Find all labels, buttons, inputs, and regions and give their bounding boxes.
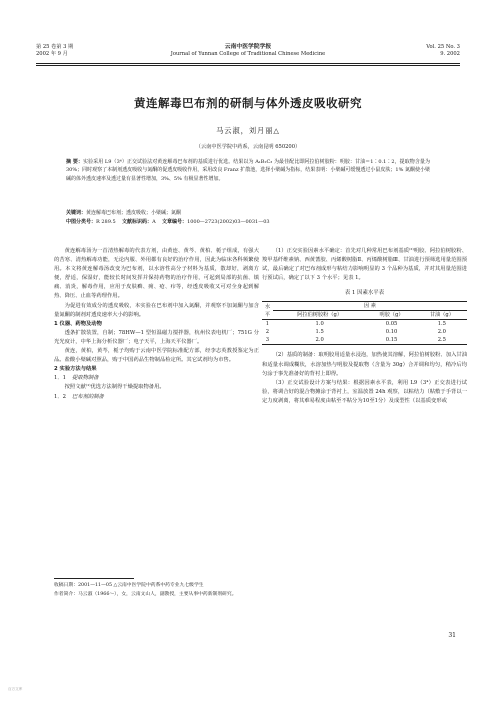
table-header-gum: 阿拉伯树胶粉（g） <box>273 311 367 320</box>
header-vol-no: Vol. 25 No. 3 <box>426 44 460 50</box>
article-authors: 马云淑，刘月丽△ <box>216 126 280 135</box>
drugs-paragraph: 黄连，黄柏，黄芩，栀子均购于云南中医学院标准配方部，经李志英教授鉴定为正品。盐酸小檗碱对照品，购于中国药品生物制品检定所。其它试剂均为市售。 <box>54 348 259 364</box>
table-row <box>262 328 467 336</box>
table-cell: 1 <box>265 321 270 328</box>
right-column <box>262 247 467 406</box>
section-heading-methods: 2 实验方法与结果 <box>54 366 97 373</box>
article-title: 黄连解毒巴布剂的研制与体外透皮吸收研究 <box>134 96 362 110</box>
header-volume-en <box>426 44 460 58</box>
subsection-extract <box>54 374 259 383</box>
abstract-text: 实验采用 L9（3⁴）正交试验法对黄连解毒巴布剂的基质进行优选。结果以为 A₁B₂C₃ 为最佳配比即阿拉伯树胶粉：明胶：甘油＝1∶0.1∶2，提取物含量为 30%；同时观察了本制剂透皮吸收与氮酮的促透皮吸收作用，采用改良 Franz 扩散池，选择小檗碱为指标，结果表明：小檗碱可缓慢透过小鼠皮肤；1% 氮酮使小檗碱的体外透皮速率及透过量有显著性增加，3%、5% 有极显著性增加。 <box>66 159 430 182</box>
header-rule-thin <box>36 65 460 66</box>
table-cell: 0.05 <box>385 321 398 328</box>
running-header <box>36 44 460 64</box>
watermark: 百万文库 <box>8 687 23 691</box>
table-cell: 0.10 <box>385 329 398 336</box>
article-no-value: 1000—2723(2002)03—0031—03 <box>187 219 270 225</box>
doc-code-label: 文献标识码： <box>122 219 153 225</box>
header-journal-cn: 云南中医学院学报 <box>224 44 272 50</box>
header-date: 2002 年 9 月 <box>36 51 68 57</box>
subsection-number: 1．2 <box>54 393 67 400</box>
clc-label: 中图分类号： <box>66 219 97 225</box>
table-cell: 2.5 <box>417 336 467 345</box>
table-header-level: 水 <box>262 302 273 311</box>
header-rule-thick <box>36 63 460 64</box>
extract-paragraph: 按照文献⁽¹⁾优选方法制得干燥提取物备用。 <box>64 384 165 391</box>
instruments-paragraph: 透条扩散装置，自制；78HW—1 型恒温磁力搅拌器，杭州仪表电机厂；751G 分光光度计，中华上海分析仪器厂；电子天平，上海天平仪器厂。 <box>54 329 259 345</box>
factor-level-table <box>262 301 467 345</box>
classification <box>66 218 430 226</box>
article-no-label: 文章编号： <box>162 219 188 225</box>
table-cell: 2.0 <box>273 336 367 345</box>
doc-code-value: A <box>152 219 156 225</box>
table-cell: 1.5 <box>315 329 324 336</box>
table-header-glycerin: 甘油（g） <box>417 311 467 320</box>
subsection-cataplasm <box>54 393 259 402</box>
header-date-en: 9. 2002 <box>440 51 460 57</box>
table-row <box>262 336 467 345</box>
orthogonal-design-paragraph: （3）正交试验设计方案与结果：根据因素水平表，利用 L9（3⁴）正交表进行试验，将调合好的混合物摊涂于背衬上，室温放置 24h 观察，以粘结力（粘敷于手背以一定力度剥离，将其难易程度由粘至不粘分为10至1分）及成型性（以基质变形或 <box>262 379 467 404</box>
table-caption: 表 1 因素水平表 <box>344 290 385 297</box>
footnote-rule <box>54 578 134 579</box>
table-cell: 2.0 <box>437 329 446 336</box>
table-header-gelatin: 明胶（g） <box>366 311 416 320</box>
keywords-label: 关键词： <box>66 210 87 216</box>
keywords <box>66 209 430 217</box>
subsection-title: 提取物制备 <box>72 375 99 382</box>
abstract-label: 摘 要： <box>66 159 84 165</box>
intro-paragraph: 黄连解毒汤为一首清热解毒的代表方剂，由黄连、黄芩、黄柏、栀子组成，有强大的苦寒、清热解毒功能，无论内服、外用都有良好的治疗作用，因此为临床各科频繁使用。本文将黄连解毒汤改变为巴布剂，以水溶性高分子材料为基质，散却好，剥离方便，舒适，保湿好，能较长时间发挥并保持药物的治疗作用，可起到局部的抗菌、镇痛、消炎，解毒作用，应用于皮肤癣、痈、疮、疖等，经透皮吸收又可对全身起到解热、降压、止血等药理作用。 <box>54 248 259 300</box>
page-number: 31 <box>448 632 456 639</box>
header-volume-issue: 第 25 卷第 3 期 <box>36 44 74 50</box>
table-cell: 1.0 <box>315 321 324 328</box>
subsection-number: 1．1 <box>54 375 67 382</box>
abstract <box>66 158 430 183</box>
purpose-paragraph: 为促进有效成分的透皮吸收，本实验在巴布剂中加入氮酮，并观察不加氮酮与加含量氮酮的制剂对透皮速率大小的影响。 <box>54 302 259 318</box>
subsection-title: 巴布剂的制备 <box>72 393 104 400</box>
header-journal-en: Journal of Yunnan College of Traditional Chinese Medicine <box>170 51 326 57</box>
table-cell: 1.5 <box>437 321 446 328</box>
footnote-received: 收稿日期：2001—11—05 △云南中医学院中药系中药专业九七级学生 <box>54 583 204 588</box>
article-affiliation: （云南中医学院中药系，云南昆明 650200） <box>195 144 301 150</box>
section-heading-materials: 1 仪器、药物及动物 <box>54 320 102 327</box>
table-cell: 3 <box>262 336 273 345</box>
table-row <box>262 320 467 329</box>
table-header-level2: 平 <box>262 311 273 320</box>
keywords-text: 黄连解毒巴布剂；透皮吸收；小檗碱；氮酮 <box>86 210 182 216</box>
matrix-preparation-paragraph: （2）基质的制备：取明胶用适量水浸泡，加热使其溶解，阿拉伯树胶粉、加入甘油和适量水调成糊状，水溶加热与明胶及提取物（含量为 30g）合并调和均匀，稍冷后均匀涂于事先准备好的背衬上即得。 <box>262 352 467 377</box>
header-journal <box>36 44 460 58</box>
table-header-factors: 因 素 <box>273 302 467 311</box>
table-cell: 0.15 <box>366 336 416 345</box>
left-column <box>54 247 259 402</box>
footnote-author: 作者简介：马云淑（1966～），女，云南文山人，副教授，主要从事中药新制剂研究。 <box>54 592 237 597</box>
clc-value: R 289.5 <box>96 219 116 225</box>
orthogonal-factor-paragraph: （1）正交实验因素水平确定：首先对几种常用巴布剂基质⁽²⁾明胶、阿拉伯树胶粉、羧甲基纤维素钠、西黄蓍胶、丙烯酸树脂Ⅱ、丙烯酸树脂Ⅲ、甘油进行预筛选用量范围预试，最后确定了对巴布剂成形与粘结力影响明显的 3 个品种为基质，并对其用量范围进行预试后，确定了以下 3 个水平；见表 1。 <box>262 248 467 282</box>
table-cell: 2 <box>265 329 270 336</box>
